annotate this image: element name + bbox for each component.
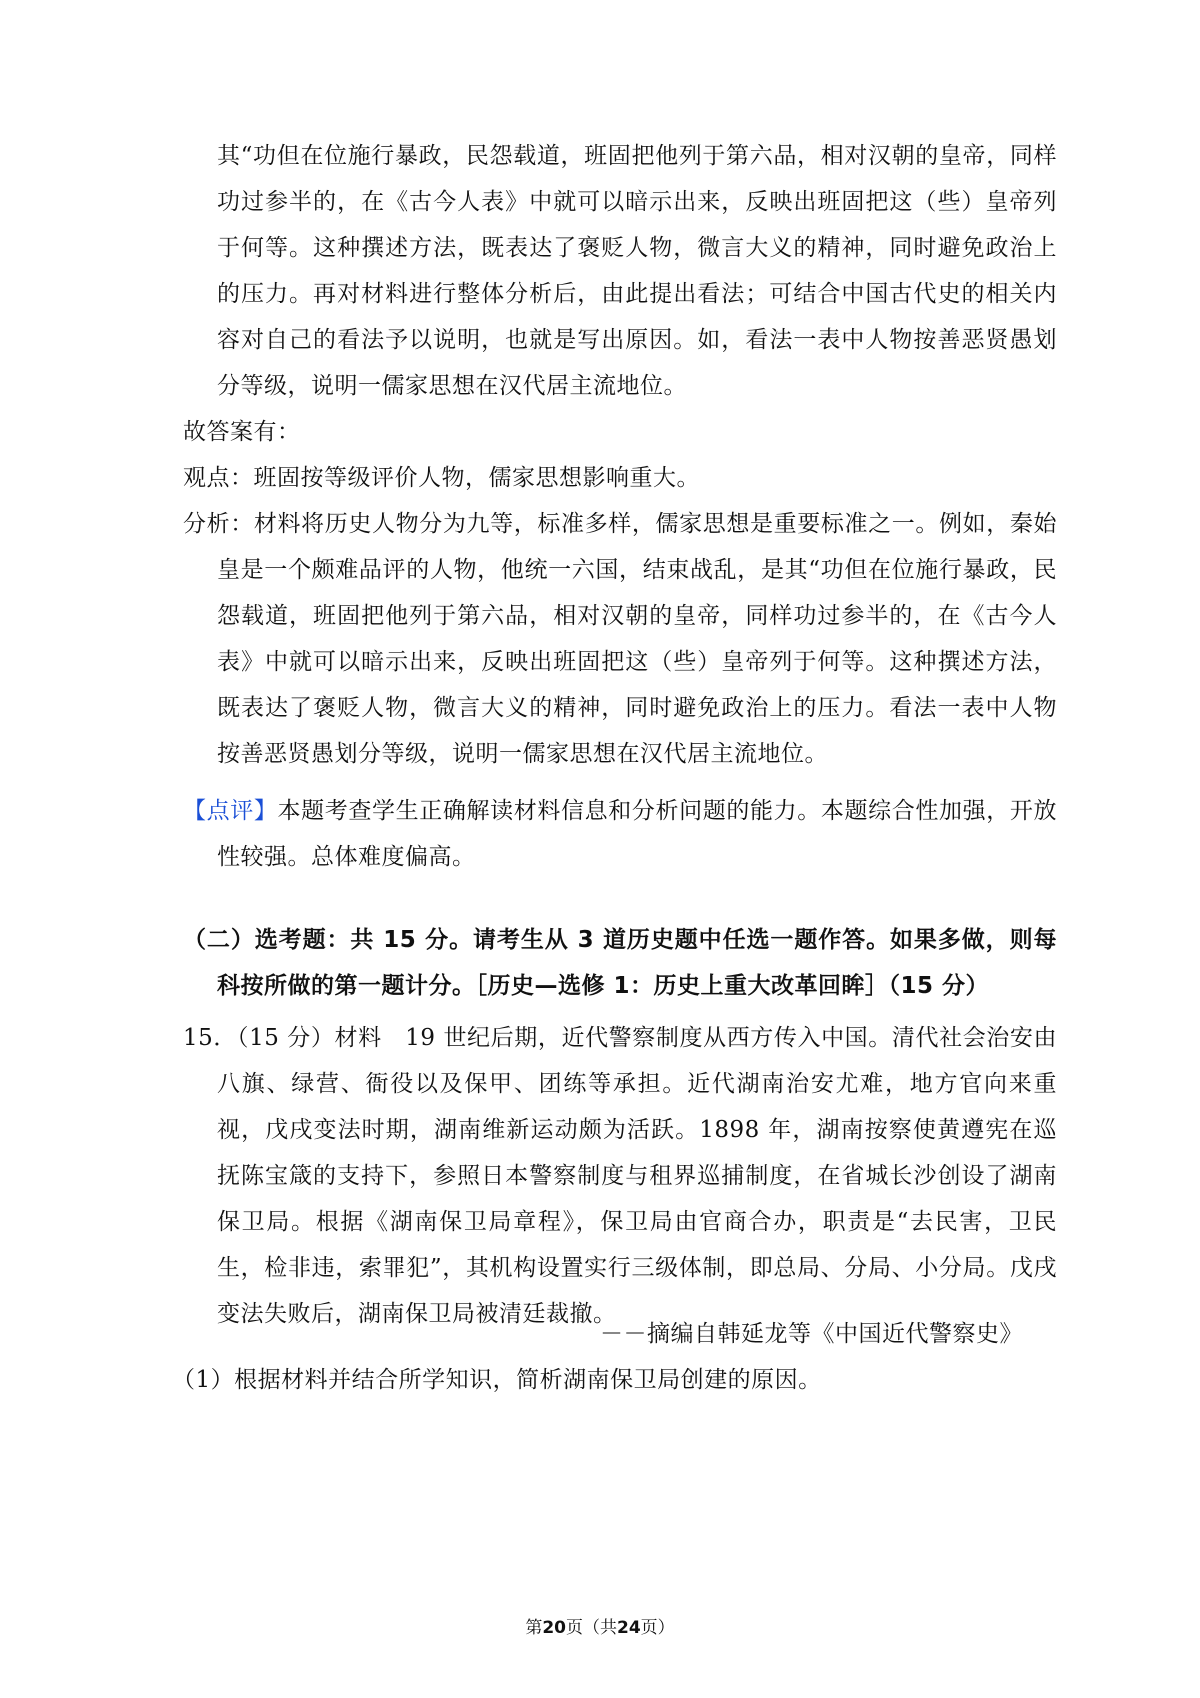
page-footer: 第20页（共24页）	[525, 1618, 675, 1638]
current-page-number: 20	[542, 1618, 566, 1638]
analysis-paragraph: 分析：材料将历史人物分为九等，标准多样，儒家思想是重要标准之一。例如，秦始皇是一个颇难品评的人物，他统一六国，结束战乱，是其“功但在位施行暴政，民怨载道，班固把他列于第六品，相对汉朝的皇帝，同样功过参半的，在《古今人表》中就可以暗示出来，反映出班固把这（些）皇帝列于何等。这种撰述方法，既表达了褒贬人物，微言大义的精神，同时避免政治上的压力。看法一表中人物按善恶贤愚划分等级，说明一儒家思想在汉代居主流地位。	[183, 511, 1057, 767]
viewpoint-paragraph: 观点：班固按等级评价人物，儒家思想影响重大。	[183, 465, 700, 491]
section-heading: （二）选考题：共 15 分。请考生从 3 道历史题中任选一题作答。如果多做，则每科按所做的第一题计分。［历史—选修 1：历史上重大改革回眸］（15 分）	[183, 927, 1057, 999]
question-number: 15．	[183, 1025, 237, 1051]
sub-question-1: （1）根据材料并结合所学知识，简析湖南保卫局创建的原因。	[172, 1367, 822, 1393]
question-text: （15 分）材料 19 世纪后期，近代警察制度从西方传入中国。清代社会治安由八旗、绿营、衙役以及保甲、团练等承担。近代湖南治安尤难，地方官向来重视，戊戌变法时期，湖南维新运动颇为活跃。1898 年，湖南按察使黄遵宪在巡抚陈宝箴的支持下，参照日本警察制度与租界巡捕制度，在省城长沙创设了湖南保卫局。根据《湖南保卫局章程》，保卫局由官商合办，职责是“去民害，卫民生，检非违，索罪犯”，其机构设置实行三级体制，即总局、分局、小分局。戊戌变法失败后，湖南保卫局被清廷裁撤。	[217, 1025, 1057, 1327]
total-page-number: 24	[617, 1618, 641, 1638]
comment-paragraph	[183, 788, 1057, 880]
continued-analysis-paragraph: 其“功但在位施行暴政，民怨载道，班固把他列于第六品，相对汉朝的皇帝，同样功过参半的，在《古今人表》中就可以暗示出来，反映出班固把这（些）皇帝列于何等。这种撰述方法，既表达了褒贬人物，微言大义的精神，同时避免政治上的压力。再对材料进行整体分析后，由此提出看法；可结合中国古代史的相关内容对自己的看法予以说明，也就是写出原因。如，看法一表中人物按善恶贤愚划分等级，说明一儒家思想在汉代居主流地位。	[217, 143, 1057, 399]
material-source: －－摘编自韩延龙等《中国近代警察史》	[600, 1321, 1023, 1347]
question-15-material	[183, 1015, 1057, 1337]
comment-text: 本题考查学生正确解读材料信息和分析问题的能力。本题综合性加强，开放性较强。总体难度偏高。	[217, 798, 1057, 870]
answer-intro: 故答案有：	[183, 419, 301, 445]
comment-tag: 【点评】	[183, 798, 278, 824]
